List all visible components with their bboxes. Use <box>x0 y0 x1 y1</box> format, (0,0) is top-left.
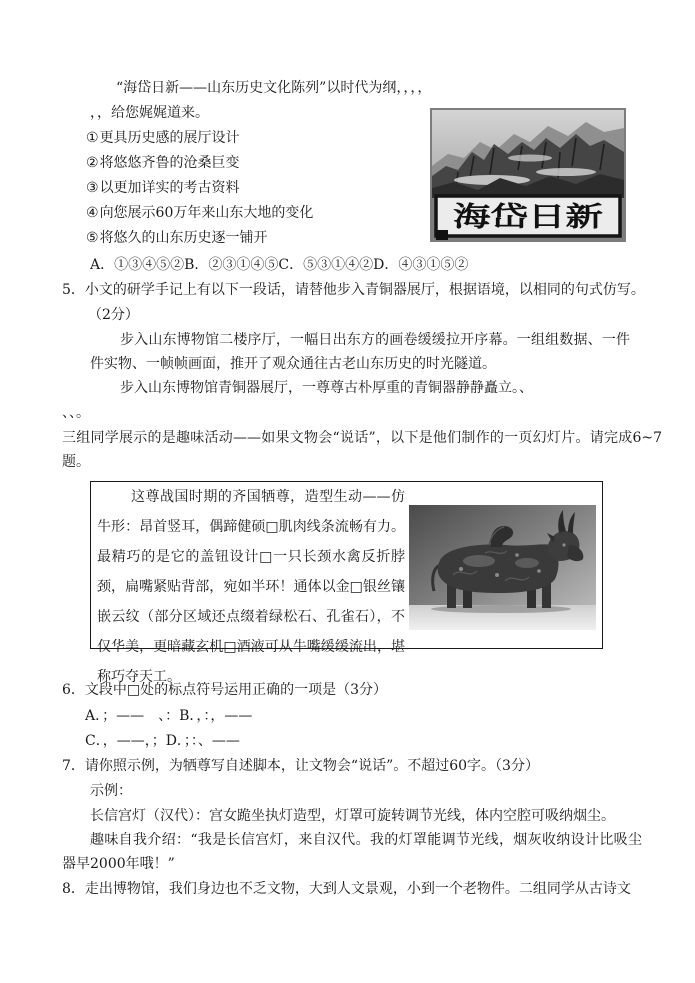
question-5-answer-blank: 、、。 <box>62 405 90 421</box>
slide-box <box>90 481 603 685</box>
section-3-intro: 三组同学展示的是趣味活动——如果文物会“说话”，以下是他们制作的一页幻灯片。请完成6~7题。 <box>62 430 662 470</box>
question-6-options-a-b: A．；—— 、：B．，：，—— <box>85 708 253 724</box>
question-5-score: （2分） <box>88 307 139 323</box>
sentence-list <box>86 126 421 251</box>
question-5-stem: 5．小文的研学手记上有以下一段话，请替他步入青铜器展厅，根据语境，以相同的句式仿写。 <box>62 282 645 298</box>
question-7-example-intro: 趣味自我介绍：“我是长信宫灯，来自汉代。我的灯罩能调节光线，烟灰收纳设计比吸尘器早2000年哦！” <box>62 832 642 872</box>
sentence-marker: ④ <box>86 205 99 221</box>
question-5-model-paragraph: 步入山东博物馆二楼序厅，一幅日出东方的画卷缓缓拉开序幕。一组组数据、一件件实物、一帧帧画面，推开了观众通往古老山东历史的时光隧道。 <box>90 332 630 372</box>
sentence-item-3 <box>86 176 421 201</box>
sentence-item-4 <box>86 201 421 226</box>
bronze-ox-illustration <box>409 505 596 630</box>
inlay-spot <box>495 573 499 577</box>
bronze-highlight <box>463 555 495 567</box>
signboard-text: 海岱日新 <box>453 202 603 233</box>
question-8-stem: 8．走出博物馆，我们身边也不乏文物，大到人文景观，小到一个老物件。二组同学从古诗文 <box>62 881 631 897</box>
question-6-options-c-d: C．，——，；D．；：、—— <box>85 733 240 749</box>
question-6-stem: 6．文段中□处的标点符号运用正确的一项是（3分） <box>62 682 388 698</box>
intro-line-2: ，，给您娓娓道来。 <box>90 105 209 121</box>
question-5-imitation-prompt: 步入山东博物馆青铜器展厅，一尊尊古朴厚重的青铜器静静矗立。、 <box>120 380 533 396</box>
inlay-spot <box>562 543 565 546</box>
sentence-item-1 <box>86 126 421 151</box>
signboard-stand <box>436 230 448 240</box>
intro-line-1: “海岱日新——山东历史文化陈列”以时代为纲，，，， <box>116 80 432 96</box>
sentence-text: 更具历史感的展厅设计 <box>99 130 240 146</box>
exhibit-hall-illustration <box>430 108 626 242</box>
question-7-example-label: 示例： <box>90 783 132 799</box>
question-7-stem: 7．请你照示例，为牺尊写自述脚本，让文物会“说话”。不超过60字。（3分） <box>62 758 539 774</box>
ox-body <box>438 544 559 593</box>
inlay-spot <box>515 553 519 557</box>
mist-cloud <box>536 168 596 176</box>
inlay-spot <box>459 567 463 571</box>
sentence-text: 以更加详实的考古资料 <box>99 180 240 196</box>
bronze-highlight <box>515 558 539 568</box>
sentence-item-5 <box>86 226 421 251</box>
sentence-marker: ③ <box>86 180 99 196</box>
exhibit-hall-photo <box>430 108 626 242</box>
slide-text: 这尊战国时期的齐国牺尊，造型生动——仿牛形：昂首竖耳，偶蹄健硕□肌肉线条流畅有力。最精巧的是它的盖钮设计□一只长颈水禽反折脖颈，扁嘴紧贴背部，宛如半环！通体以金□银丝镶嵌云纹（部分区域还点缀着绿松石、孔雀石），不仅华美，更暗藏玄机□酒液可从牛嘴缓缓流出，堪称巧夺天工。 <box>97 489 405 685</box>
inlay-spot <box>537 569 541 573</box>
sentence-text: 将悠悠齐鲁的沧桑巨变 <box>99 155 240 171</box>
mist-cloud <box>508 155 552 162</box>
bronze-ox-zun-photo <box>409 505 596 630</box>
sentence-marker: ② <box>86 155 99 171</box>
sentence-item-2 <box>86 151 421 176</box>
sentence-text: 将悠久的山东历史逐一铺开 <box>99 230 268 246</box>
sentence-marker: ① <box>86 130 99 146</box>
sentence-text: 向您展示60万年来山东大地的变化 <box>99 205 314 221</box>
order-answer-options: A．①③④⑤②B．②③①④⑤C．⑤③①④②D．④③①⑤② <box>90 257 469 273</box>
sentence-marker: ⑤ <box>86 230 99 246</box>
question-7-example-item: 长信宫灯（汉代）：宫女跪坐执灯造型，灯罩可旋转调节光线，体内空腔可吸纳烟尘。 <box>90 808 615 824</box>
